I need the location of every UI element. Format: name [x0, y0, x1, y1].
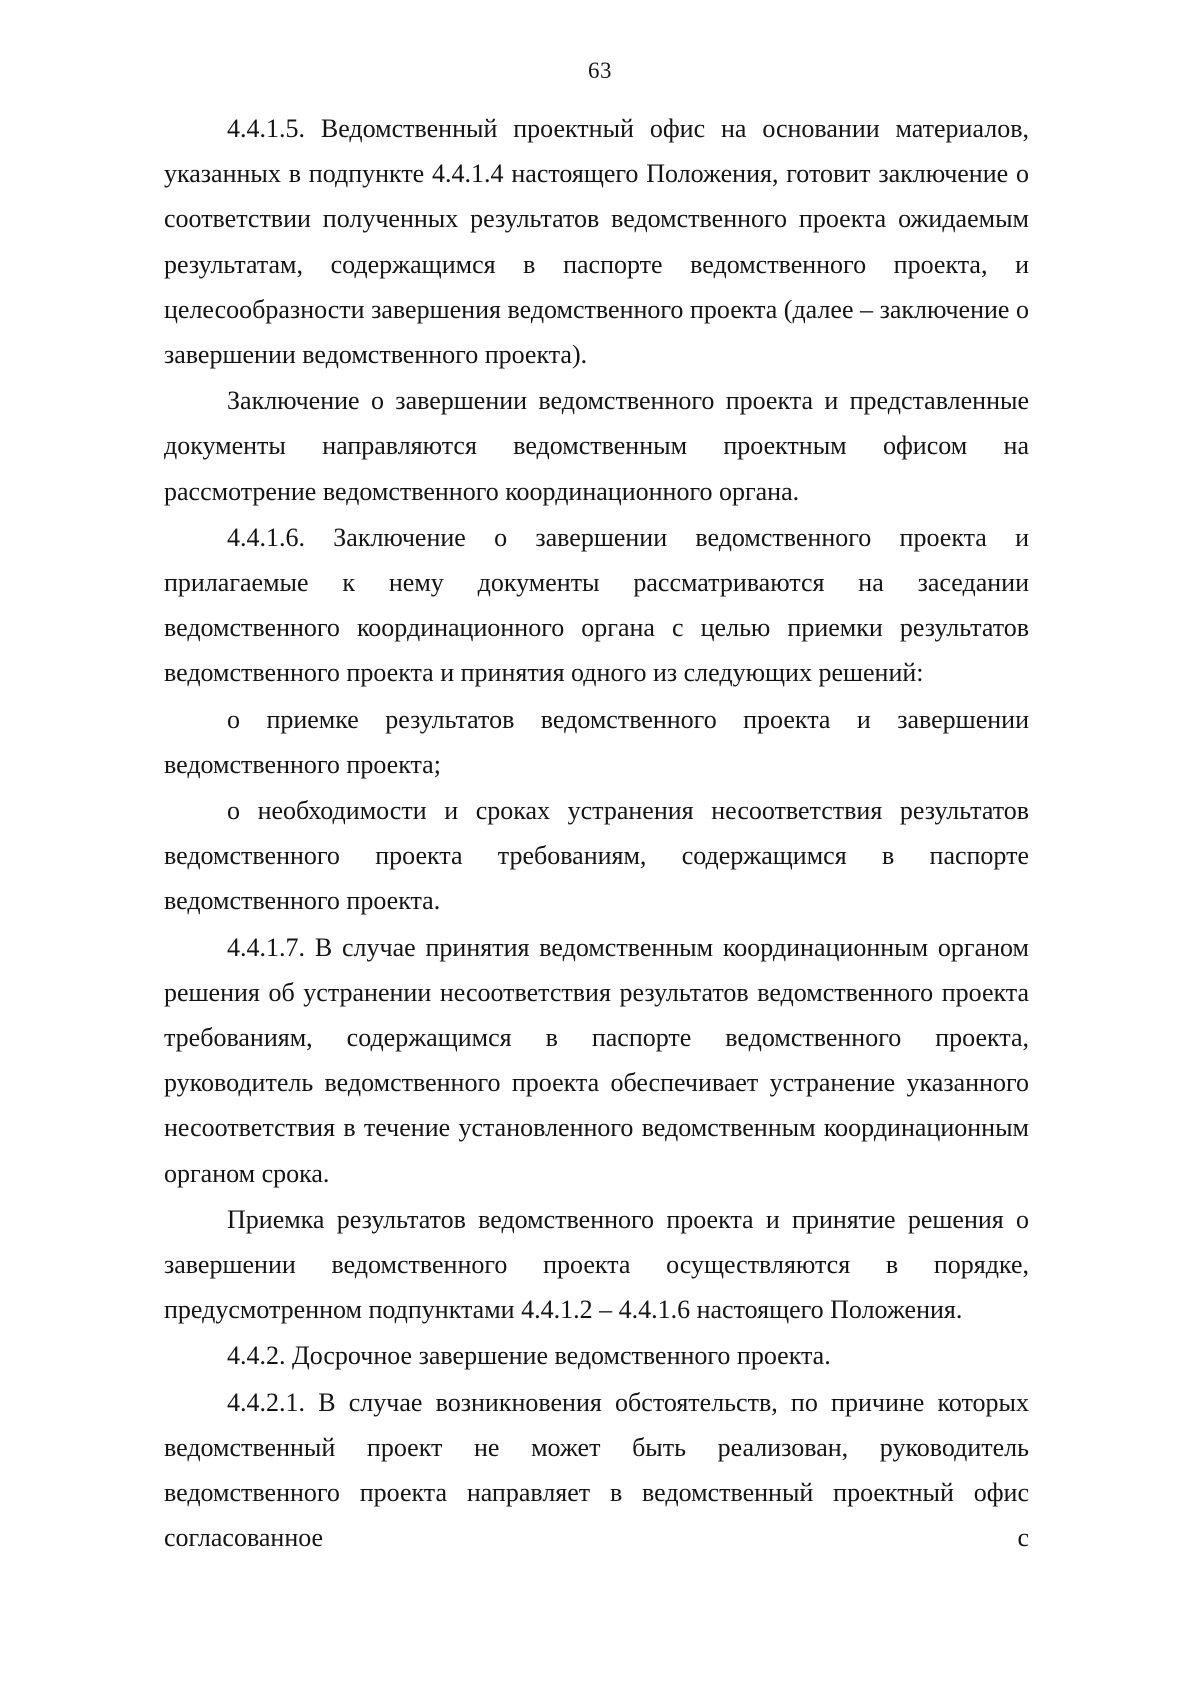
paragraph-4-4-1-5: 4.4.1.5. Ведомственный проектный офис на основании материалов, указанных в подпункте 4.4.1.4 настоящего Положения, готовит заключение о соответствии полученных результатов ведомственного проекта ожидаемым результатам, содержащимся в паспорте ведомственного проекта, и целесообразности завершения ведомственного проекта (далее – заключение о завершении ведомственного проекта).: [164, 114, 1029, 370]
document-body: [164, 106, 1029, 1561]
paragraph-4-4-1-6: 4.4.1.6. Заключение о завершении ведомственного проекта и прилагаемые к нему документы рассматриваются на заседании ведомственного координационного органа с целью приемки результатов ведомственного проекта и принятия одного из следующих решений:: [164, 522, 1029, 688]
decision-option-acceptance: о приемке результатов ведомственного проекта и завершении ведомственного проекта;: [164, 704, 1029, 779]
paragraph-conclusion-submission: Заключение о завершении ведомственного проекта и представленные документы направляются ведомственным проектным офисом на рассмотрение ведомственного координационного органа.: [164, 386, 1029, 506]
decision-option-correction: о необходимости и сроках устранения несоответствия результатов ведомственного проекта требованиям, содержащимся в паспорте ведомственного проекта.: [164, 796, 1029, 916]
section-heading-4-4-2: 4.4.2. Досрочное завершение ведомственного проекта.: [227, 1341, 831, 1371]
paragraph-acceptance-procedure: Приемка результатов ведомственного проекта и принятие решения о завершении ведомственного проекта осуществляются в порядке, предусмотренном подпунктами 4.4.1.2 – 4.4.1.6 настоящего Положения.: [164, 1204, 1029, 1325]
paragraph-4-4-2-1: 4.4.2.1. В случае возникновения обстоятельств, по причине которых ведомственный проект не может быть реализован, руководитель ведомственного проекта направляет в ведомственный проектный офис согласованное с: [164, 1387, 1029, 1553]
page-number: 63: [588, 58, 612, 83]
paragraph-4-4-1-7: 4.4.1.7. В случае принятия ведомственным координационным органом решения об устранении несоответствия результатов ведомственного проекта требованиям, содержащимся в паспорте ведомственного проекта, руководитель ведомственного проекта обеспечивает устранение указанного несоответствия в течение установленного ведомственным координационным органом срока.: [164, 932, 1029, 1188]
